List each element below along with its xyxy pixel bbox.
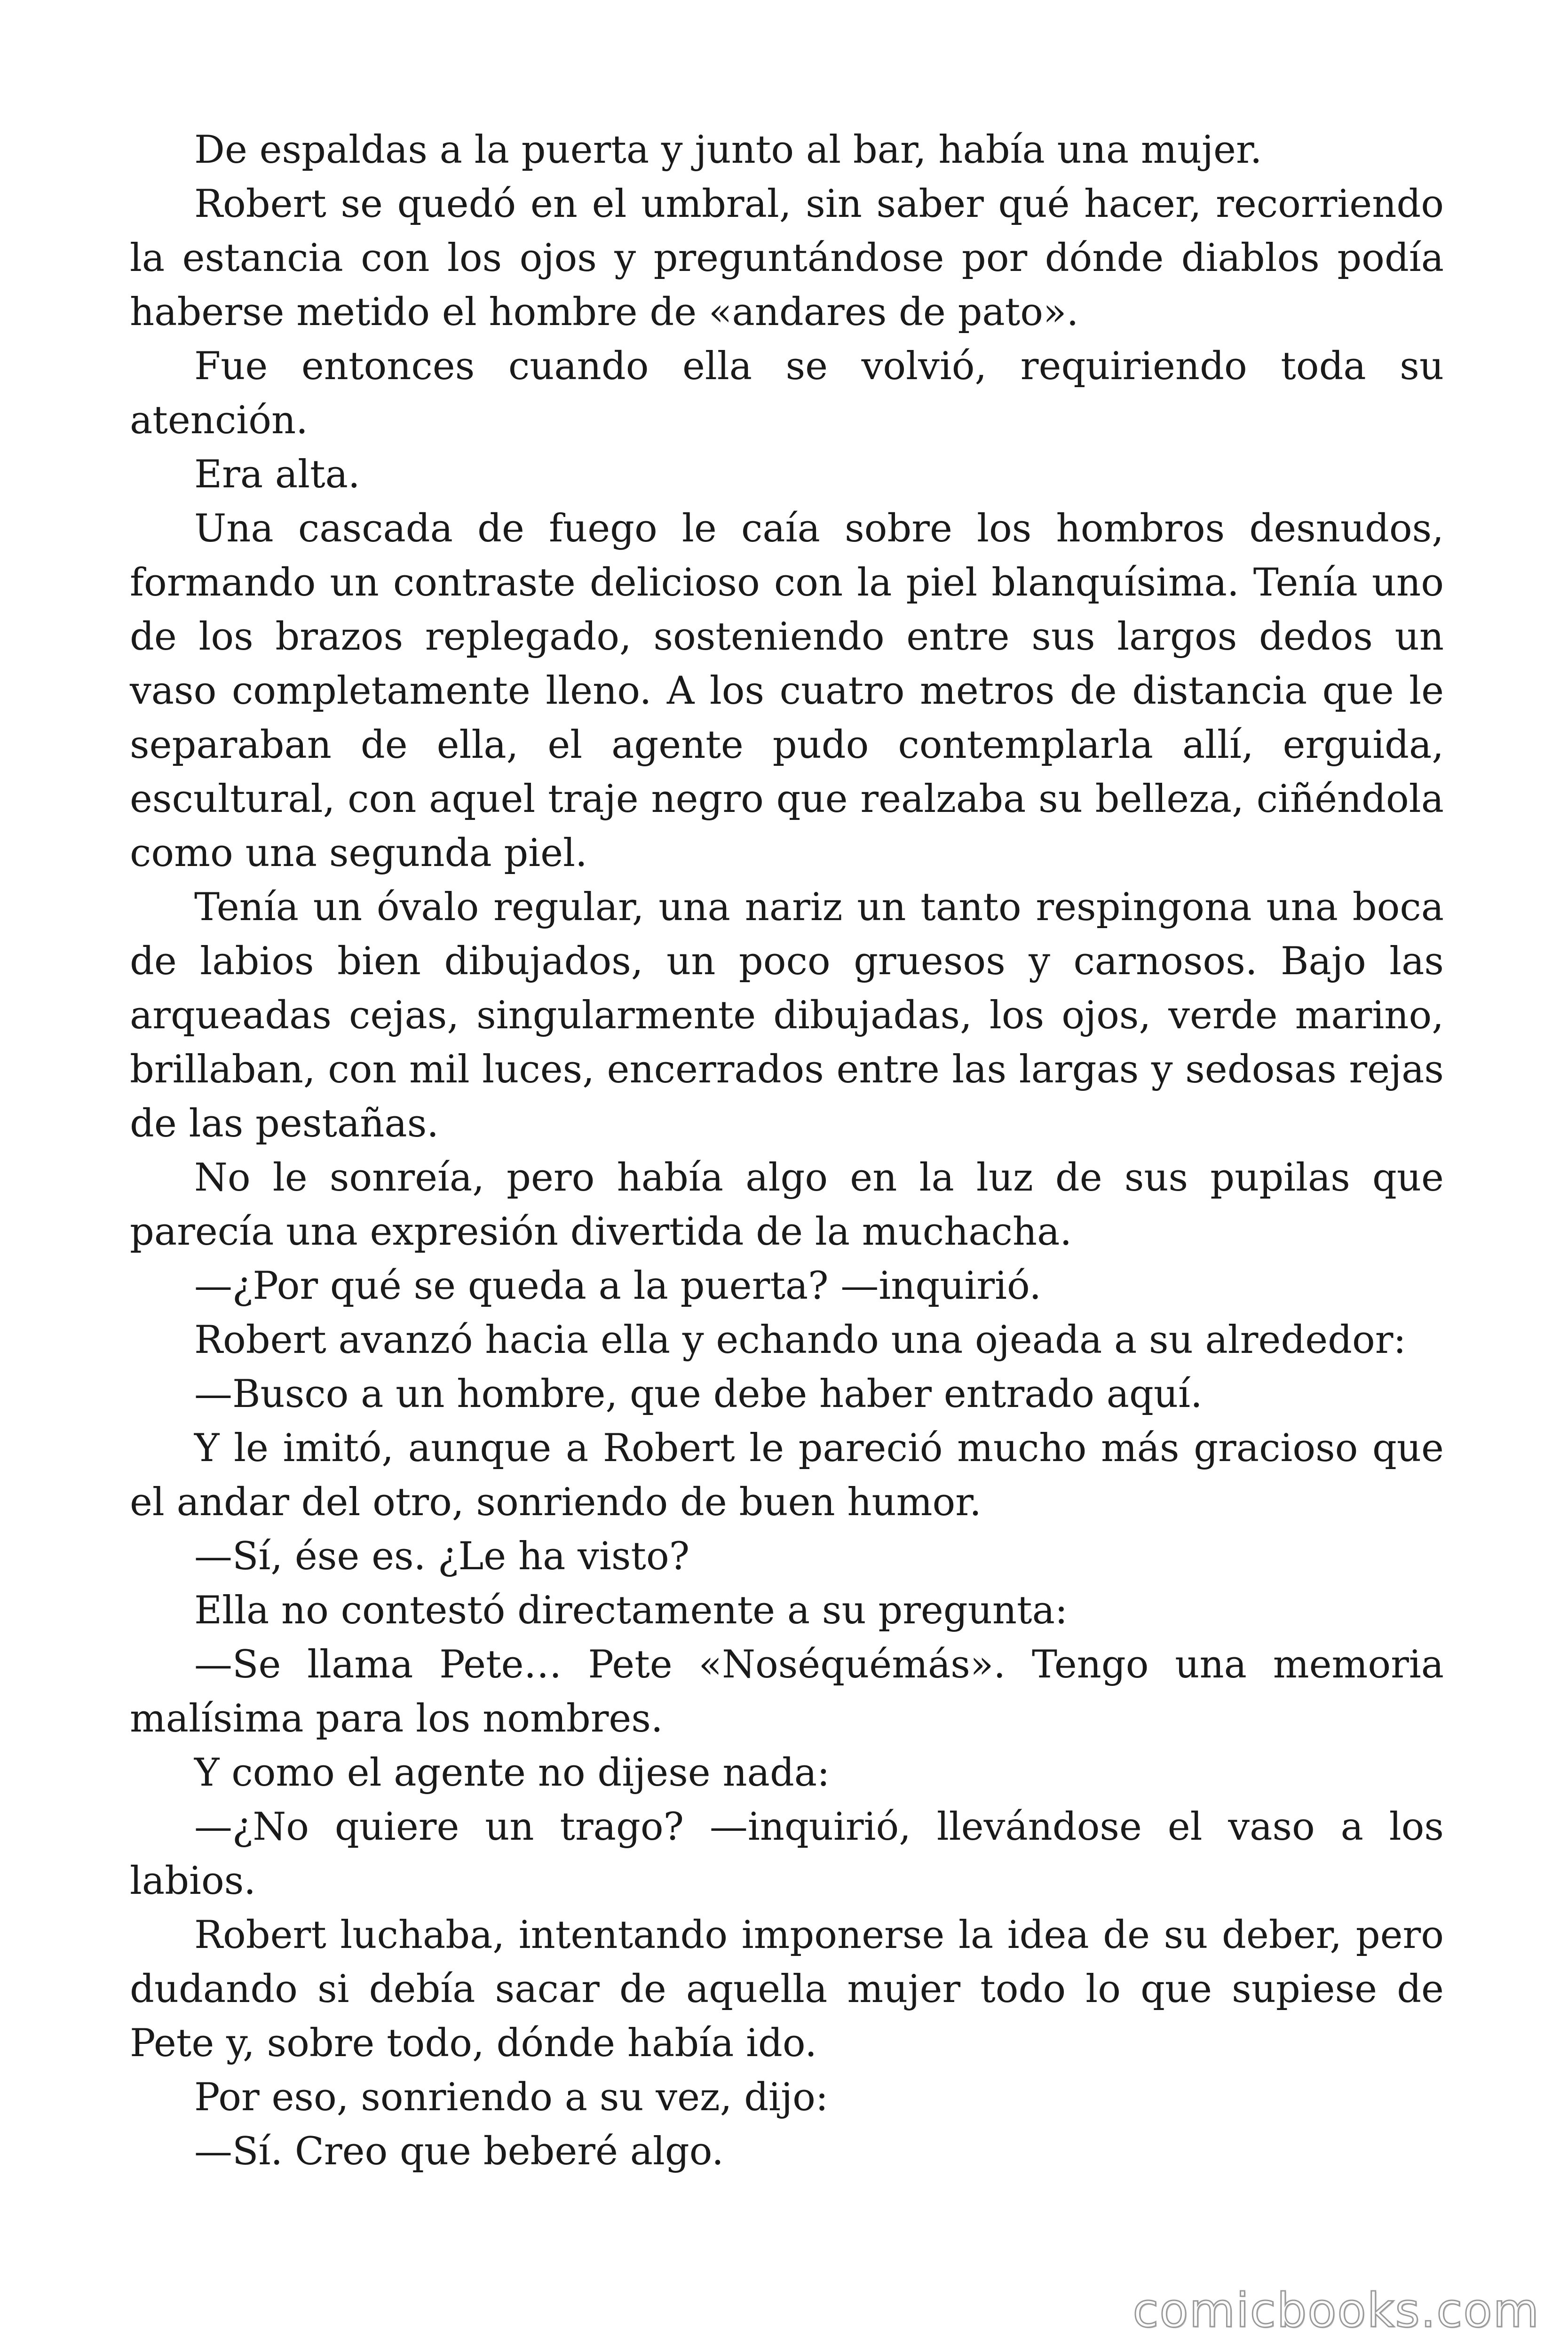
- paragraph: Fue entonces cuando ella se volvió, requiriendo toda su atención.: [130, 344, 1444, 443]
- paragraph: No le sonreía, pero había algo en la luz de sus pupilas que parecía una expresión divertida de la muchacha.: [130, 1156, 1444, 1254]
- paragraph: Tenía un óvalo regular, una nariz un tanto respingona una boca de labios bien dibujados, un poco gruesos y carnosos. Bajo las arqueadas cejas, singularmente dibujadas, los ojos, verde marino, brillaban, con mil luces, encerrados entre las largas y sedosas rejas de las pestañas.: [130, 885, 1444, 1146]
- paragraph: —¿No quiere un trago? —inquirió, llevándose el vaso a los labios.: [130, 1805, 1444, 1903]
- paragraph: —Sí, ése es. ¿Le ha visto?: [194, 1534, 690, 1579]
- paragraph: —Busco a un hombre, que debe haber entrado aquí.: [194, 1372, 1203, 1416]
- paragraph: —¿Por qué se queda a la puerta? —inquirió.: [194, 1264, 1042, 1308]
- paragraph: Robert luchaba, intentando imponerse la idea de su deber, pero dudando si debía sacar de aquella mujer todo lo que supiese de Pete y, sobre todo, dónde había ido.: [130, 1913, 1444, 2066]
- paragraph: Era alta.: [194, 453, 360, 497]
- paragraph: Ella no contestó directamente a su pregunta:: [194, 1589, 1068, 1633]
- paragraph: Robert se quedó en el umbral, sin saber qué hacer, recorriendo la estancia con los ojos y preguntándose por dónde diablos podía haberse metido el hombre de «andares de pato».: [130, 182, 1444, 334]
- paragraph: Robert avanzó hacia ella y echando una ojeada a su alrededor:: [194, 1318, 1406, 1362]
- paragraph: —Se llama Pete… Pete «Noséquémás». Tengo una memoria malísima para los nombres.: [130, 1643, 1444, 1741]
- paragraph: Por eso, sonriendo a su vez, dijo:: [194, 2075, 829, 2120]
- watermark: comicbooks.com: [1132, 2283, 1540, 2338]
- paragraph: Y como el agente no dijese nada:: [194, 1751, 830, 1795]
- paragraph: De espaldas a la puerta y junto al bar, había una mujer.: [194, 128, 1262, 172]
- body-text: [130, 123, 1444, 2179]
- paragraph: —Sí. Creo que beberé algo.: [194, 2130, 724, 2174]
- paragraph: Una cascada de fuego le caía sobre los hombros desnudos, formando un contraste delicioso con la piel blanquísima. Tenía uno de los brazos replegado, sosteniendo entre sus largos dedos un vaso completamente lleno. A los cuatro metros de distancia que le separaban de ella, el agente pudo contemplarla allí, erguida, escultural, con aquel traje negro que realzaba su belleza, ciñéndola como una segunda piel.: [130, 507, 1444, 875]
- paragraph: Y le imitó, aunque a Robert le pareció mucho más gracioso que el andar del otro, sonriendo de buen humor.: [130, 1426, 1444, 1525]
